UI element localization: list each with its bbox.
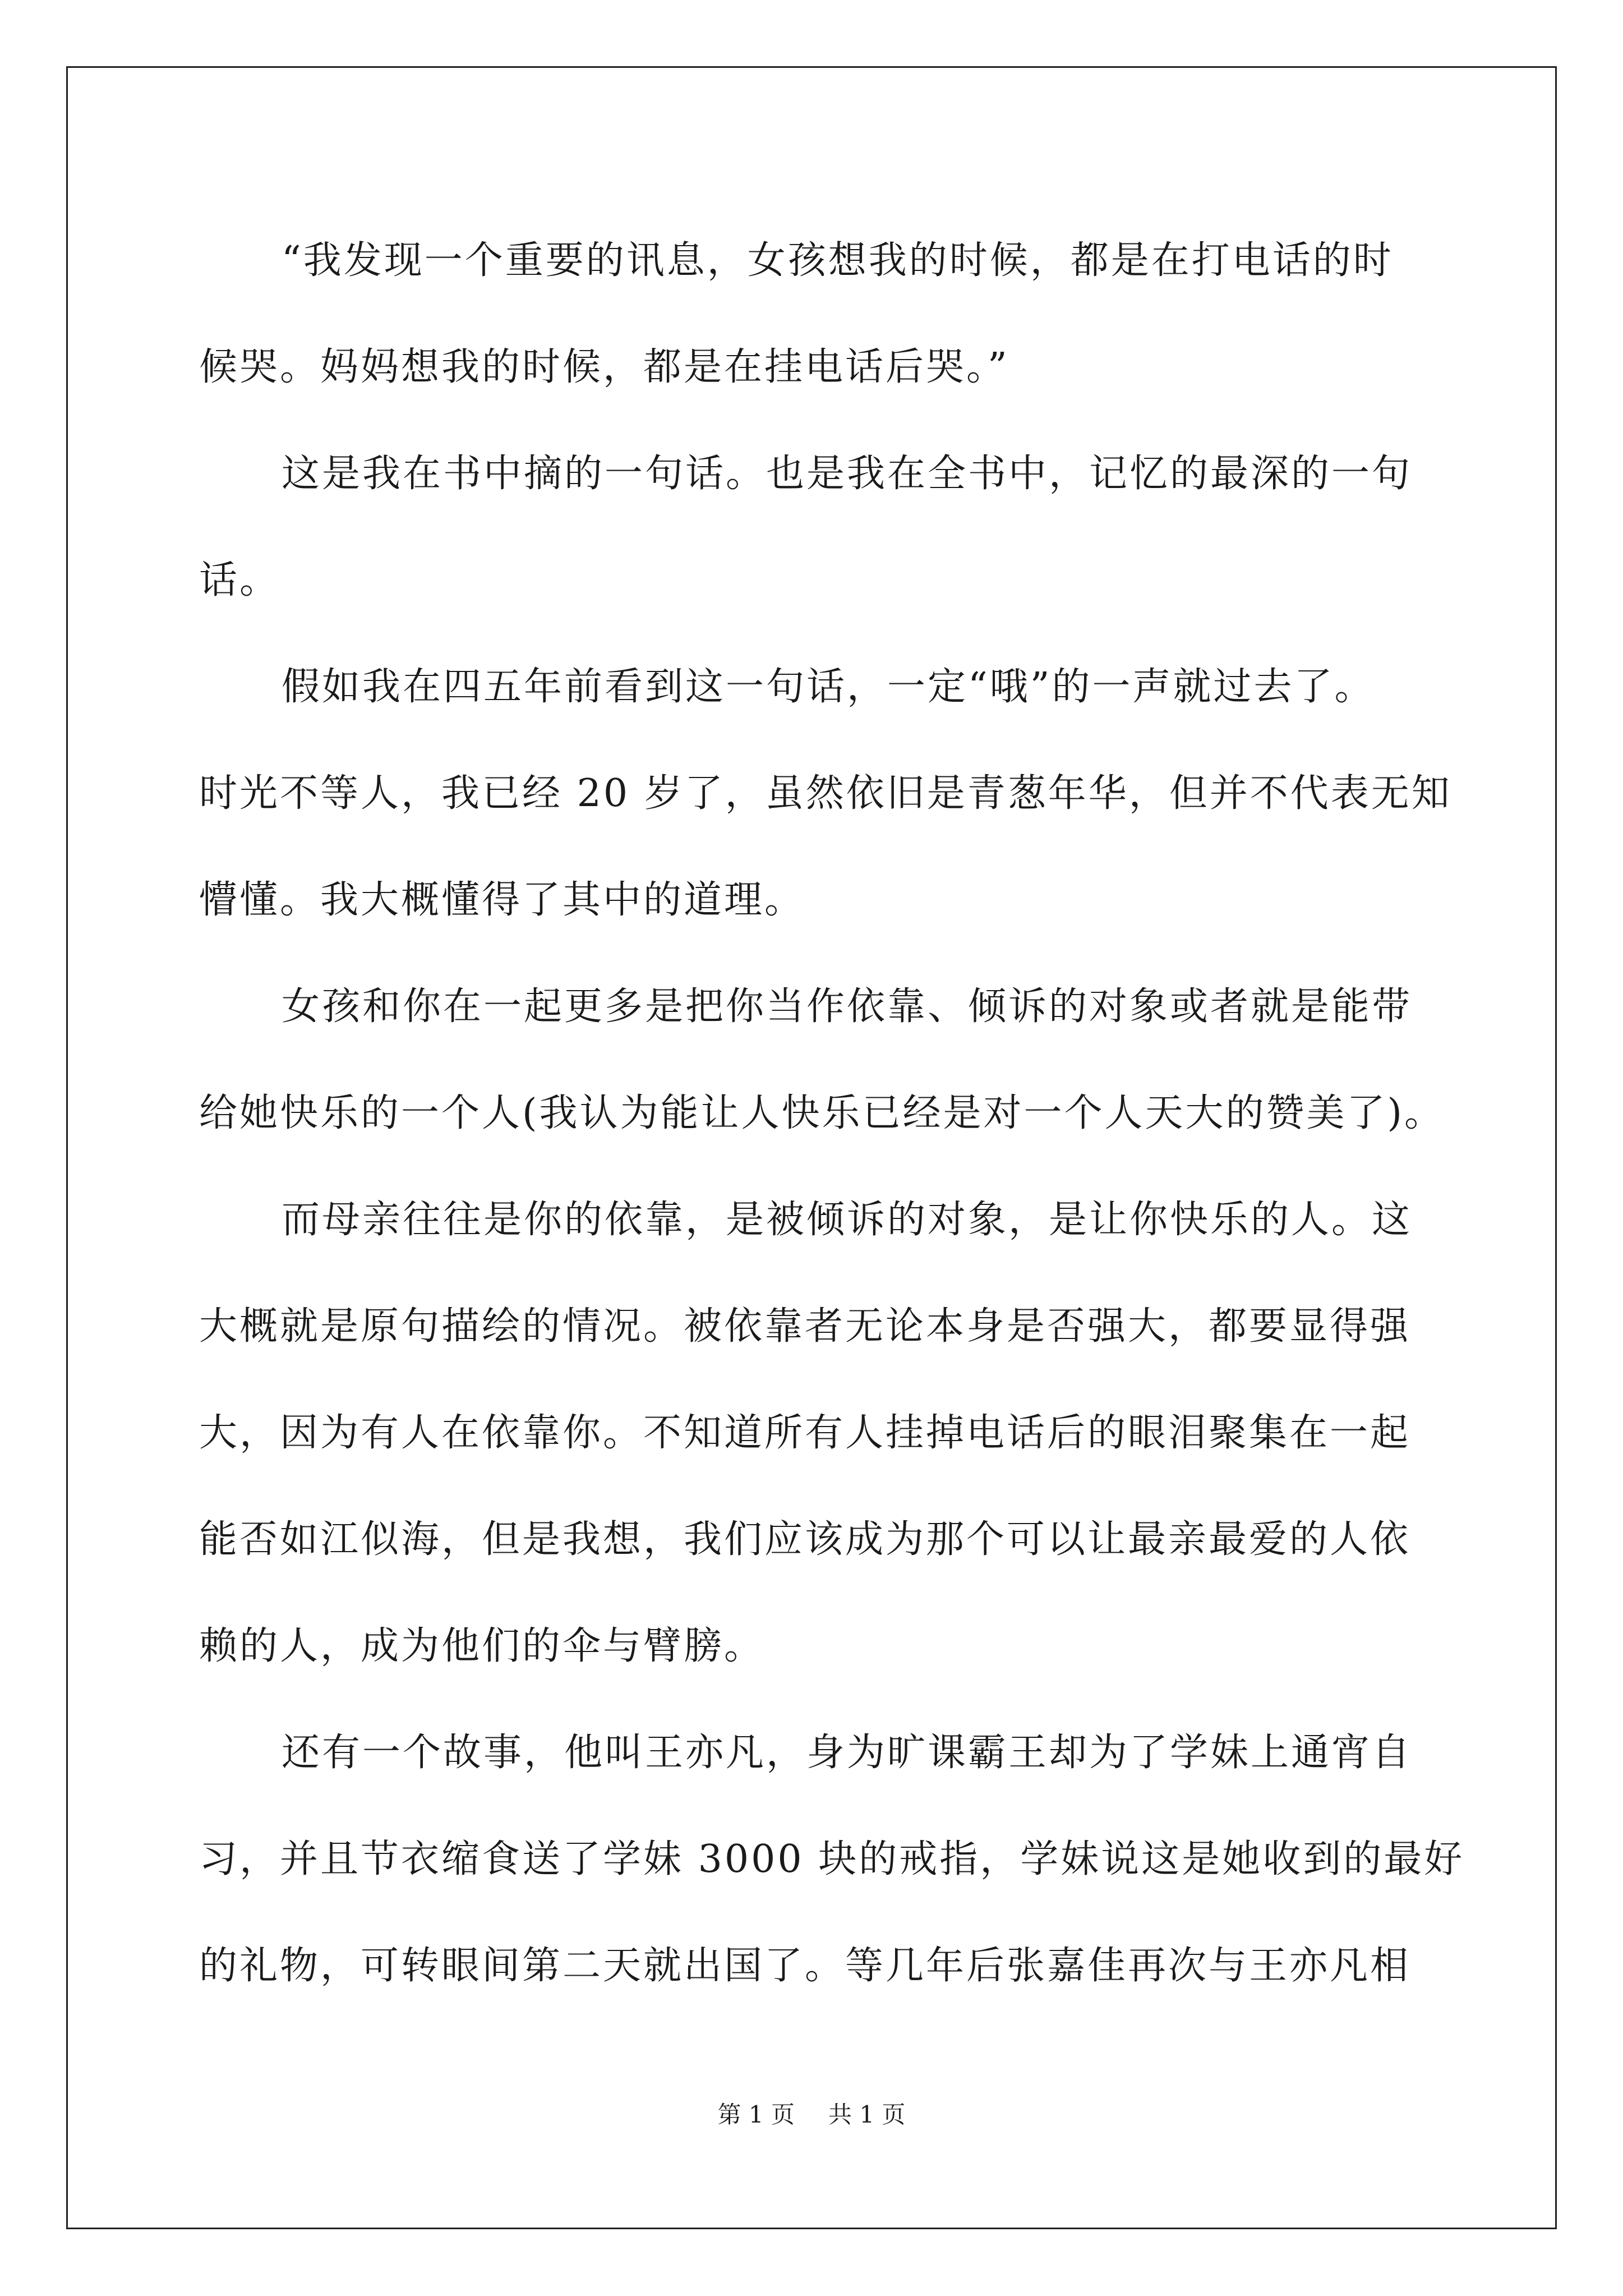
text-line: 话。 [199, 558, 280, 602]
text-line: 候哭。妈妈想我的时候，都是在挂电话后哭。” [199, 345, 1009, 389]
text-line: 大，因为有人在依靠你。不知道所有人挂掉电话后的眼泪聚集在一起 [199, 1411, 1411, 1455]
text-line: 而母亲往往是你的依靠，是被倾诉的对象，是让你快乐的人。这 [282, 1198, 1413, 1242]
document-body [199, 208, 1465, 2019]
text-line: 给她快乐的一个人(我认为能让人快乐已经是对一个人天大的赞美了)。 [199, 1091, 1445, 1135]
text-line: 这是我在书中摘的一句话。也是我在全书中，记忆的最深的一句 [282, 452, 1413, 496]
page-total: 共 1 页 [828, 2101, 906, 2128]
text-line: 能否如江似海，但是我想，我们应该成为那个可以让最亲最爱的人依 [199, 1517, 1411, 1562]
text-line: 时光不等人，我已经 20 岁了，虽然依旧是青葱年华，但并不代表无知 [199, 771, 1452, 816]
page-number: 第 1 页 [717, 2101, 795, 2128]
text-line: 还有一个故事，他叫王亦凡，身为旷课霸王却为了学妹上通宵自 [282, 1731, 1413, 1775]
text-line: 懵懂。我大概懂得了其中的道理。 [199, 878, 805, 922]
text-line: 女孩和你在一起更多是把你当作依靠、倾诉的对象或者就是能带 [282, 984, 1413, 1029]
text-line: “我发现一个重要的讯息，女孩想我的时候，都是在打电话的时 [282, 238, 1394, 283]
text-line: 假如我在四五年前看到这一句话，一定“哦”的一声就过去了。 [282, 665, 1375, 709]
text-line: 的礼物，可转眼间第二天就出国了。等几年后张嘉佳再次与王亦凡相 [199, 1944, 1411, 1988]
text-line: 赖的人，成为他们的伞与臂膀。 [199, 1624, 765, 1668]
text-line: 大概就是原句描绘的情况。被依靠者无论本身是否强大，都要显得强 [199, 1304, 1411, 1349]
text-line: 习，并且节衣缩食送了学妹 3000 块的戒指，学妹说这是她收到的最好 [199, 1837, 1465, 1881]
page-footer [0, 2098, 1623, 2132]
